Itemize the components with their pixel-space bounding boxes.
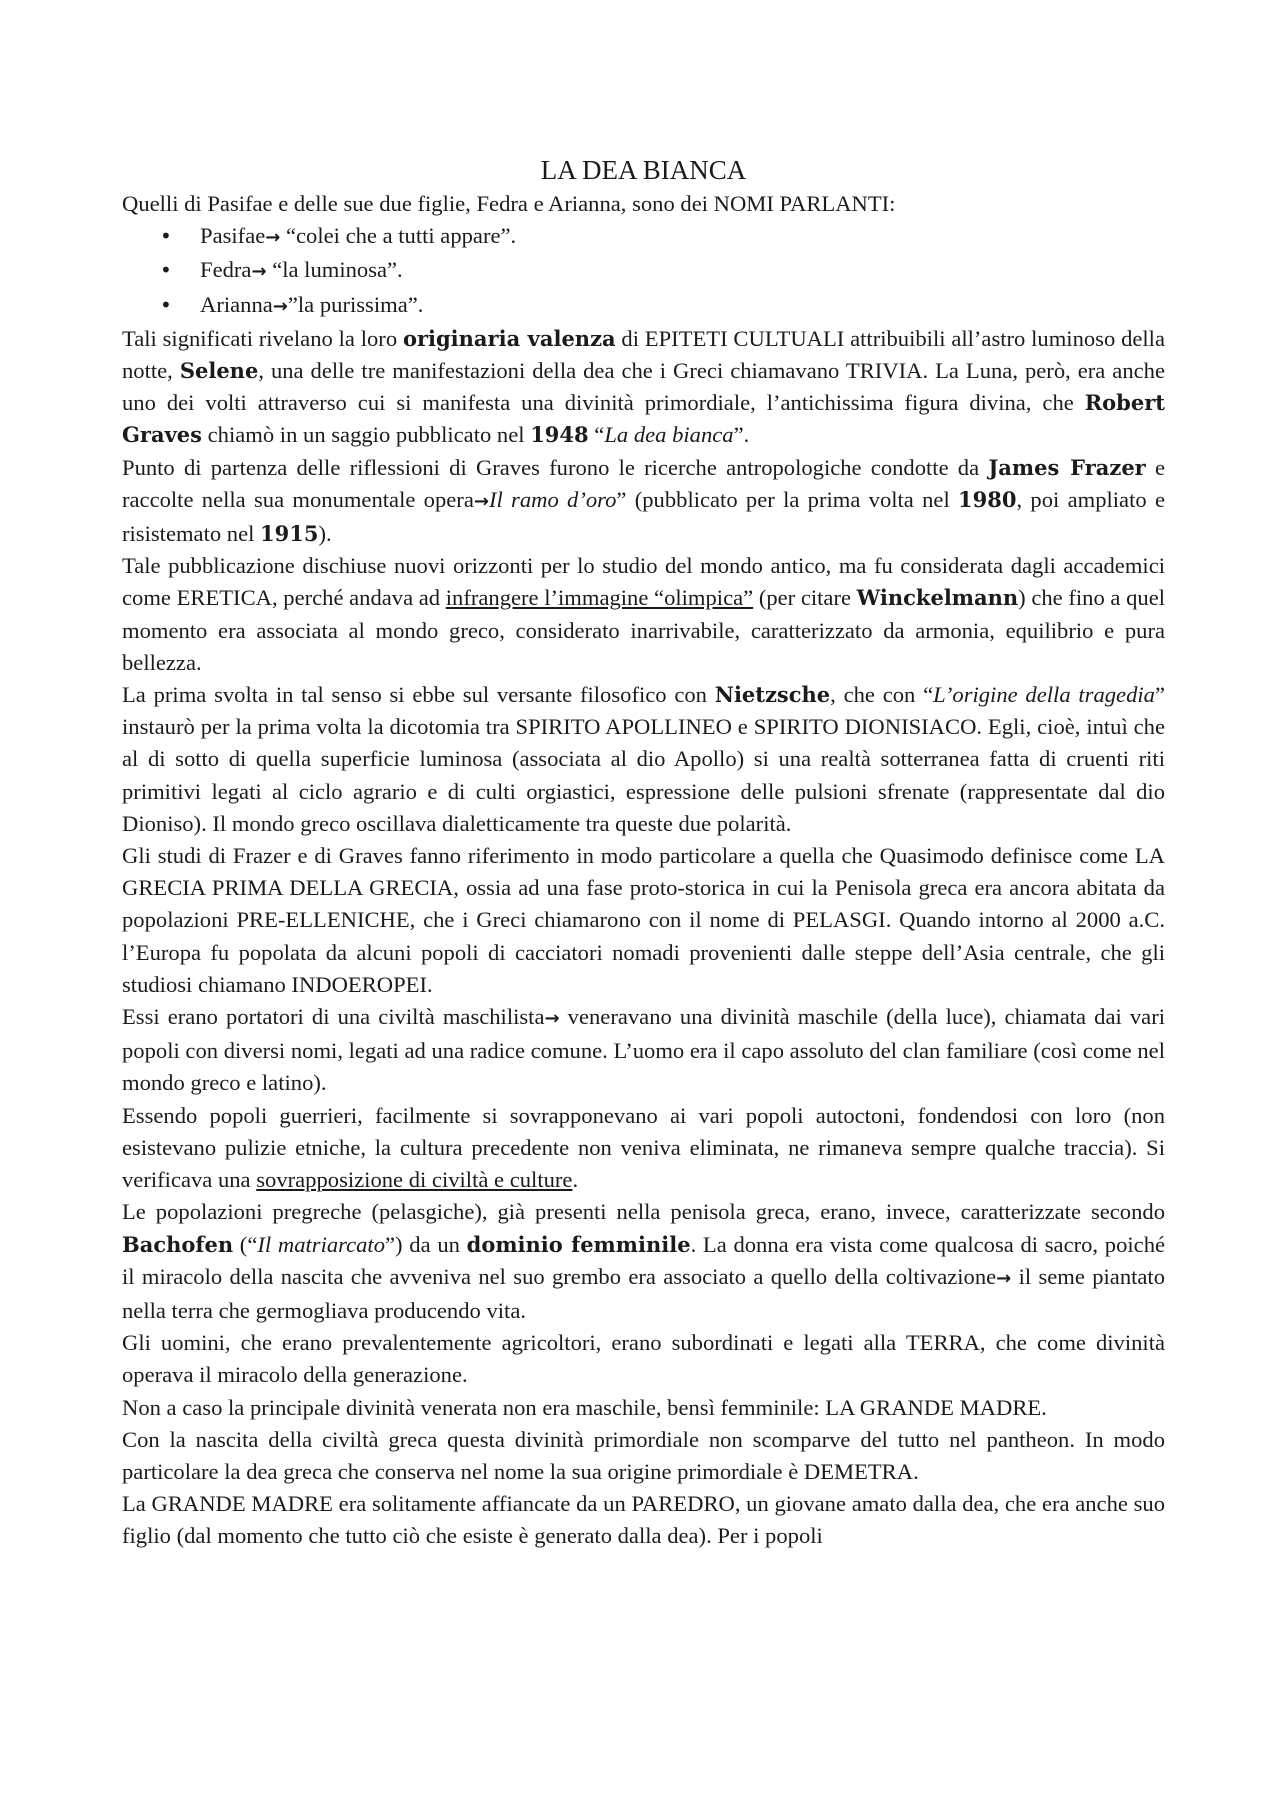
paragraph-demetra: Con la nascita della civiltà greca questa divinità primordiale non scomparve del tutto nel pantheon. In modo particolare la dea greca che conserva nel nome la sua origine primordiale è DEMETRA. — [122, 1426, 1165, 1484]
paragraph-nietzsche: La prima svolta in tal senso si ebbe sul versante filosofico con Nietzsche, che con “L’origine della tragedia” instaurò per la prima volta la dicotomia tra SPIRITO APOLLINEO e SPIRITO DIONISIACO. Egli, cioè, intuì che al di sotto di quella superficie luminosa (associata al dio Apollo) si una realtà sotterranea fatta di cruenti riti primitivi legati al ciclo agrario e di culti orgiastici, espressione delle pulsioni sfrenate (rappresentate dal dio Dioniso). Il mondo greco oscillava dialetticamente tra queste due polarità. — [122, 682, 1165, 836]
paragraph-terra: Gli uomini, che erano prevalentemente agricoltori, erano subordinati e legati alla TERRA, che come divinità operava il miracolo della generazione. — [122, 1330, 1165, 1388]
paragraph-sovrapposizione: Essendo popoli guerrieri, facilmente si sovrapponevano ai vari popoli autoctoni, fondendosi con loro (non esistevano pulizie etniche, la cultura precedente non veniva eliminata, ne rimaneva sempre qualche traccia). Si verificava una sovrapposizione di civiltà e culture. — [122, 1102, 1165, 1193]
paragraph-grande-madre: Non a caso la principale divinità venerata non era maschile, bensì femminile: LA GRANDE MADRE. — [122, 1394, 1047, 1420]
paragraph-indoeuropei: Essi erano portatori di una civiltà maschilista→ veneravano una divinità maschile (della luce), chiamata dai vari popoli con diversi nomi, legati ad una radice comune. L’uomo era il capo assoluto del clan familiare (così come nel mondo greco e latino). — [122, 1004, 1165, 1096]
arrow-icon: → — [544, 1008, 560, 1030]
arrow-icon: → — [473, 490, 489, 512]
list-item: • Arianna→”la purissima”. — [200, 289, 1165, 323]
paragraph-pelasgi: Gli studi di Frazer e di Graves fanno riferimento in modo particolare a quella che Quasimodo definisce come LA GRECIA PRIMA DELLA GRECIA, ossia ad una fase proto-storica in cui la Penisola greca era ancora abitata da popolazioni PRE-ELLENICHE, che i Greci chiamarono con il nome di PELASGI. Quando intorno al 2000 a.C. l’Europa fu popolata da alcuni popoli di cacciatori nomadi provenienti dalle steppe dell’Asia centrale, che gli studiosi chiamano INDOEROPEI. — [122, 843, 1165, 997]
arrow-icon: → — [265, 227, 281, 249]
paragraph-selene: Tali significati rivelano la loro originaria valenza di EPITETI CULTUALI attribuibili all’astro luminoso della notte, Selene, una delle tre manifestazioni della dea che i Greci chiamavano TRIVIA. La Luna, però, era anche uno dei volti attraverso cui si manifesta una divinità primordiale, l’antichissima figura divina, che Robert Graves chiamò in un saggio pubblicato nel 1948 “La dea bianca”. — [122, 325, 1165, 448]
arrow-icon: → — [251, 261, 267, 283]
paragraph-bachofen: Le popolazioni pregreche (pelasgiche), già presenti nella penisola greca, erano, invece, caratterizzate secondo Bachofen (“Il matriarcato”) da un dominio femminile. La donna era vista come qualcosa di sacro, poiché il miracolo della nascita che avveniva nel suo grembo era associato a quello della coltivazione→ il seme piantato nella terra che germogliava producendo vita. — [122, 1199, 1166, 1323]
arrow-icon: → — [272, 295, 288, 317]
intro-paragraph: Quelli di Pasifae e delle sue due figlie, Fedra e Arianna, sono dei NOMI PARLANTI: — [122, 191, 896, 216]
list-item: • Fedra→ “la luminosa”. — [200, 254, 1165, 288]
page-title: LA DEA BIANCA — [540, 155, 747, 185]
arrow-icon: → — [996, 1267, 1012, 1289]
paragraph-frazer: Punto di partenza delle riflessioni di Graves furono le ricerche antropologiche condotte da James Frazer e raccolte nella sua monumentale opera→Il ramo d’oro” (pubblicato per la prima volta nel 1980, poi ampliato e risistemato nel 1915). — [122, 454, 1165, 547]
names-list — [122, 220, 1165, 323]
list-item: • Pasifae→ “colei che a tutti appare”. — [200, 220, 1165, 254]
paragraph-paredro: La GRANDE MADRE era solitamente affiancate da un PAREDRO, un giovane amato dalla dea, che era anche suo figlio (dal momento che tutto ciò che esiste è generato dalla dea). Per i popoli — [122, 1491, 1165, 1549]
paragraph-winckelmann: Tale pubblicazione dischiuse nuovi orizzonti per lo studio del mondo antico, ma fu considerata dagli accademici come ERETICA, perché andava ad infrangere l’immagine “olimpica” (per citare Winckelmann) che fino a quel momento era associata al mondo greco, considerato inarrivabile, caratterizzato da armonia, equilibrio e pura bellezza. — [122, 553, 1165, 675]
